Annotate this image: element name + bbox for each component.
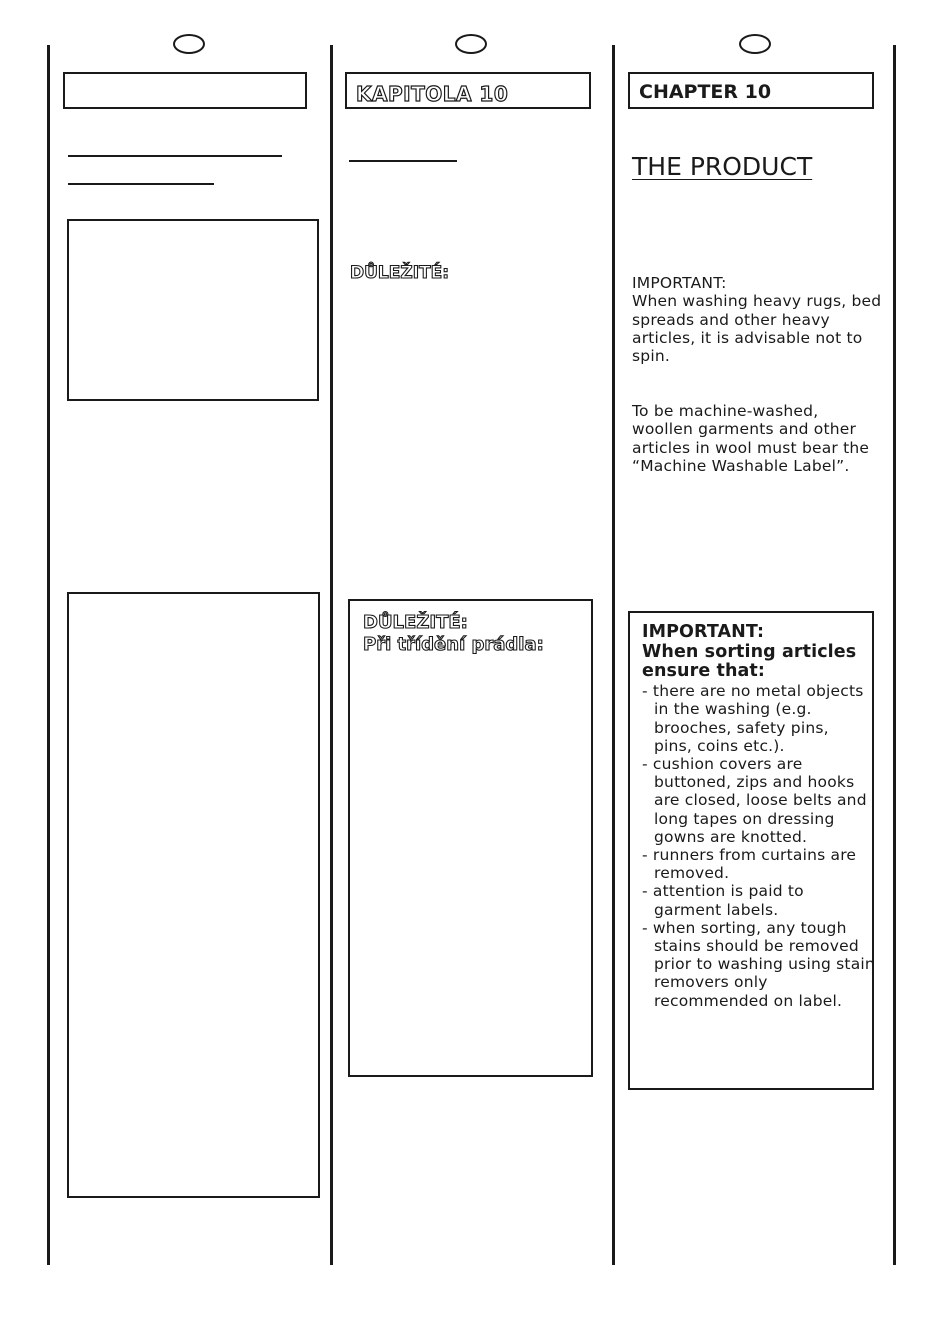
sorting-heading-right-2: When sorting articles ensure that: (642, 641, 857, 682)
checklist-item: - runners from curtains are removed. (642, 846, 884, 882)
checklist-item: - when sorting, any tough stains should be removed prior to washing using stain removers only recommended on label. (642, 919, 876, 1010)
language-marker-middle (455, 34, 487, 54)
important-note (632, 274, 882, 365)
column-divider-left (47, 45, 50, 1265)
column-divider-right (893, 45, 896, 1265)
checklist-item: - attention is paid to garment labels. (642, 882, 854, 918)
important-label-middle: DŮLEŽITÉ: (350, 263, 450, 283)
checklist-item: - there are no metal objects in the washing (e.g. brooches, safety pins, pins, coins etc.). (642, 682, 868, 755)
chapter-box-middle (345, 72, 591, 109)
chapter-box-right (628, 72, 874, 109)
sorting-heading-middle-1: DŮLEŽITÉ: (363, 612, 468, 633)
language-marker-left (173, 34, 205, 54)
sorting-box-left (67, 592, 320, 1198)
important-text: When washing heavy rugs, bed spreads and other heavy articles, it is advisable not to spin. (632, 292, 882, 366)
sorting-box-middle (348, 599, 593, 1077)
title-underline-left-2 (68, 183, 214, 185)
important-box-left (67, 219, 319, 401)
sorting-heading-right-1: IMPORTANT: (642, 622, 765, 642)
language-marker-right (739, 34, 771, 54)
title-underline-left-1 (68, 155, 282, 157)
column-divider-middle-left (330, 45, 333, 1265)
chapter-box-left (63, 72, 307, 109)
sorting-content-right (642, 622, 875, 1010)
important-label-right: IMPORTANT: (632, 274, 727, 292)
page-title: THE PRODUCT (632, 152, 813, 181)
chapter-label-middle: KAPITOLA 10 (356, 82, 509, 106)
title-underline-middle (349, 160, 457, 162)
sorting-heading-middle-2: Při třídění prádla: (363, 634, 544, 655)
checklist-item: - cushion covers are buttoned, zips and hooks are closed, loose belts and long tapes on dressing gowns are knotted. (642, 755, 882, 846)
chapter-label-right: CHAPTER 10 (639, 81, 772, 103)
sorting-box-right (628, 611, 874, 1090)
column-divider-middle-right (612, 45, 615, 1265)
wool-note: To be machine-washed, woollen garments and other articles in wool must bear the “Machine Washable Label”. (632, 402, 870, 475)
sorting-checklist (642, 682, 875, 1010)
